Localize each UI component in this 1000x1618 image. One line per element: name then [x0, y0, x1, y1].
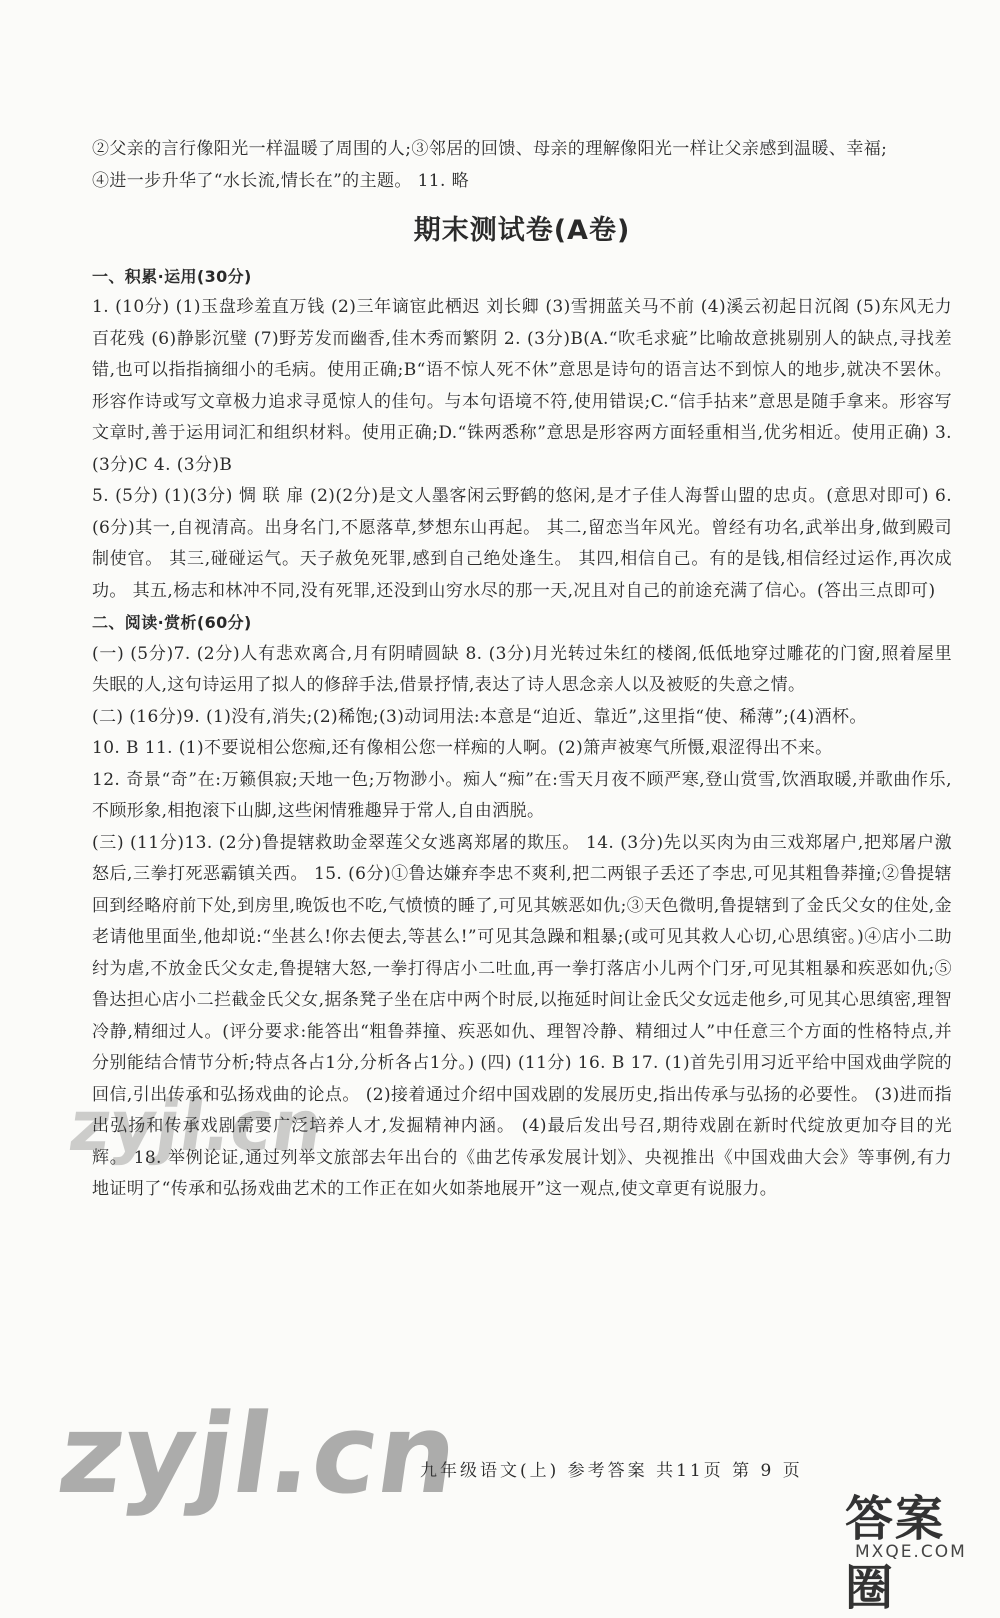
watermark-small: zyjl.cn [64, 1085, 329, 1167]
site-logo [845, 1480, 985, 1616]
section2-paragraph-2: (二) (16分)9. (1)没有,消失;(2)稀饱;(3)动词用法:本意是“迫近、靠近”,这里指“使、稀薄”;(4)酒杯。 [92, 706, 867, 727]
section2-paragraph-1: (一) (5分)7. (2分)人有悲欢离合,月有阴晴圆缺 8. (3分)月光转过朱红的楼阁,低低地穿过雕花的门窗,照着屋里失眠的人,这句诗运用了拟人的修辞手法,借景抒情,表达了诗人思念亲人以及被贬的失意之情。 [92, 643, 952, 695]
watermark-large: zyjl.cn [51, 1390, 466, 1518]
section1-paragraph-2: 5. (5分) (1)(3分) 惆 联 扉 (2)(2分)是文人墨客闲云野鹤的悠闲,是才子佳人海誓山盟的忠贞。(意思对即可) 6. (6分)其一,自视清高。出身名门,不愿落草,梦想东山再起。 其二,留恋当年风光。曾经有功名,武举出身,做到殿司制使官。 其三,碰碰运气。天子赦免死罪,感到自己绝处逢生。 其四,相信自己。有的是钱,相信经过运作,再次成功。 其五,杨志和林冲不同,没有死罪,还没到山穷水尽的那一天,况且对自己的前途充满了信心。(答出三点即可) [92, 486, 952, 601]
section-heading-2: 二、阅读·赏析(60分) [92, 613, 252, 632]
page-title: 期末测试卷(A卷) [413, 215, 631, 246]
section2-paragraph-4: 12. 奇景“奇”在:万籁俱寂;天地一色;万物渺小。痴人“痴”在:雪天月夜不顾严寒,登山赏雪,饮酒取暖,并歌曲作乐,不顾形象,相抱滚下山脚,这些闲情雅趣异于常人,自由洒脱。 [92, 769, 952, 821]
section-heading-1: 一、积累·运用(30分) [92, 266, 252, 286]
logo-sub-text: MXQE.COM [855, 1542, 967, 1562]
section1-paragraph-1: 1. (10分) (1)玉盘珍羞直万钱 (2)三年谪宦此栖迟 刘长卿 (3)雪拥蓝关马不前 (4)溪云初起日沉阁 (5)东风无力百花残 (6)静影沉璧 (7)野芳发而幽香,佳木秀而繁阴 2. (3分)B(A.“吹毛求疵”比喻故意挑剔别人的缺点,寻找差错,也可以指指摘细小的毛病。使用正确;B“语不惊人死不休”意思是诗句的语言达不到惊人的地步,就决不罢休。形容作诗或写文章极力追求寻觅惊人的佳句。与本句语境不符,使用错误;C.“信手拈来”意思是随手拿来。形容写文章时,善于运用词汇和组织材料。使用正确;D.“铢两悉称”意思是形容两方面轻重相当,优劣相近。使用正确) 3. (3分)C 4. (3分)B [92, 297, 952, 475]
top-line-2: ④进一步升华了“水长流,情长在”的主题。 11. 略 [92, 170, 470, 191]
section2-paragraph-5: (三) (11分)13. (2分)鲁提辖救助金翠莲父女逃离郑屠的欺压。 14. (3分)先以买肉为由三戏郑屠户,把郑屠户激怒后,三拳打死恶霸镇关西。 15. (6分)①鲁达嫌弃李忠不爽利,把二两银子丢还了李忠,可见其粗鲁莽撞;②鲁提辖回到经略府前下处,到房里,晚饭也不吃,气愤愤的睡了,可见其嫉恶如仇;③天色微明,鲁提辖到了金氏父女的住处,金老请他里面坐,他却说:“坐甚么!你去便去,等甚么!”可见其急躁和粗暴;(或可见其救人心切,心思缜密。)④店小二助纣为虐,不放金氏父女走,鲁提辖大怒,一拳打得店小二吐血,再一拳打落店小儿两个门牙,可见其粗暴和疾恶如仇;⑤鲁达担心店小二拦截金氏父女,据条凳子坐在店中两个时辰,以拖延时间让金氏父女远走他乡,可见其心思缜密,理智冷静,精细过人。(评分要求:能答出“粗鲁莽撞、疾恶如仇、理智冷静、精细过人”中任意三个方面的性格特点,并分别能结合情节分析;特点各占1分,分析各占1分。) (四) (11分) 16. B 17. (1)首先引用习近平给中国戏曲学院的回信,引出传承和弘扬戏曲的论点。 (2)接着通过介绍中国戏剧的发展历史,指出传承与弘扬的必要性。 (3)进而指出弘扬和传承戏剧需要广泛培养人才,发掘精神内涵。 (4)最后发出号召,期待戏剧在新时代绽放更加夺目的光辉。 18. 举例论证,通过列举文旅部去年出台的《曲艺传承发展计划》、央视推出《中国戏曲大会》等事例,有力地证明了“传承和弘扬戏曲艺术的工作正在如火如荼地展开”这一观点,使文章更有说服力。 [92, 832, 952, 1199]
top-line-1: ②父亲的言行像阳光一样温暖了周围的人;③邻居的回馈、母亲的理解像阳光一样让父亲感到温暖、幸福; [92, 139, 888, 159]
answer-body [92, 134, 952, 1206]
logo-main-text: 答案圈 [845, 1491, 946, 1616]
page-footer: 九年级语文(上) 参考答案 共11页 第 9 页 [420, 1461, 803, 1481]
section2-paragraph-3: 10. B 11. (1)不要说相公您痴,还有像相公您一样痴的人啊。(2)箫声被寒气所慑,艰涩得出不来。 [92, 738, 833, 758]
